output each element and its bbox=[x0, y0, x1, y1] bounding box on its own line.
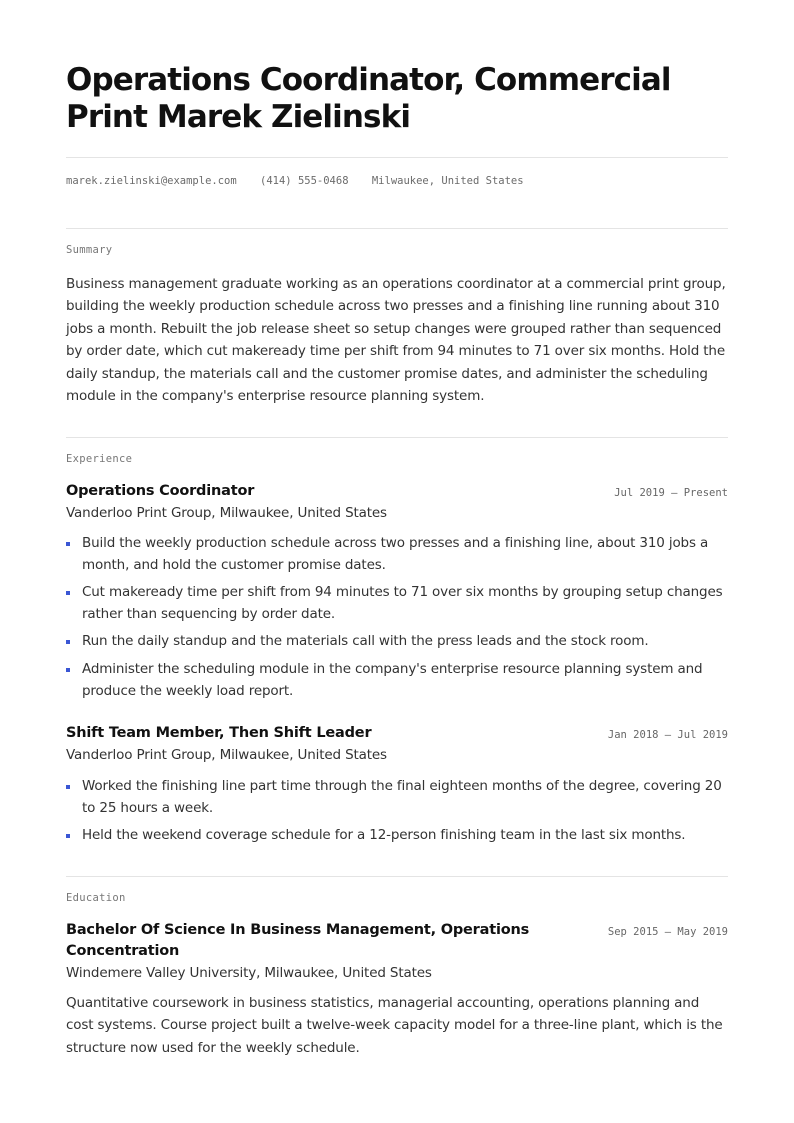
job-organization: Vanderloo Print Group, Milwaukee, United States bbox=[66, 505, 387, 521]
degree-title: Bachelor Of Science In Business Management, Operations Concentration bbox=[66, 922, 530, 959]
contact-line bbox=[66, 175, 541, 187]
job-dates: Jul 2019 — Present bbox=[614, 487, 728, 499]
summary-text: Business management graduate working as an operations coordinator at a commercial print group, building the weekly production schedule across two presses and a finishing line running about 310 jobs a month. Rebuilt the job release sheet so setup changes were grouped rather than sequenced by order date, which cut makeready time per shift from 94 minutes to 71 over six months. Hold the daily standup, the materials call and the customer promise dates, and administer the scheduling module in the company's enterprise resource planning system. bbox=[66, 276, 726, 405]
education-dates: Sep 2015 — May 2019 bbox=[607, 926, 728, 938]
job-bullet-list bbox=[66, 776, 728, 853]
list-item bbox=[66, 659, 728, 702]
list-item bbox=[66, 582, 728, 625]
divider bbox=[66, 228, 728, 229]
job-title: Shift Team Member, Then Shift Leader bbox=[66, 725, 372, 741]
section-label-education: Education bbox=[66, 892, 126, 904]
list-item bbox=[66, 533, 728, 576]
job-bullet-list bbox=[66, 533, 728, 708]
list-item bbox=[66, 776, 728, 819]
bullet-text: Held the weekend coverage schedule for a 12-person finishing team in the last six months. bbox=[82, 827, 686, 844]
phone-text: (414) 555-0468 bbox=[260, 175, 349, 187]
list-item bbox=[66, 631, 728, 653]
location-text: Milwaukee, United States bbox=[371, 175, 524, 187]
section-label-summary: Summary bbox=[66, 244, 113, 256]
job-dates: Jan 2018 — Jul 2019 bbox=[607, 729, 728, 741]
divider bbox=[66, 157, 728, 158]
education-description: Quantitative coursework in business statistics, managerial accounting, operations planning and cost systems. Course project built a twelve-week capacity model for a three-line plant, which is the structure now used for the weekly schedule. bbox=[66, 995, 723, 1056]
bullet-square-icon bbox=[66, 640, 70, 644]
page-title: Operations Coordinator, Commercial Print Marek Zielinski bbox=[66, 62, 671, 135]
bullet-square-icon bbox=[66, 668, 70, 672]
bullet-text: Build the weekly production schedule across two presses and a finishing line, about 310 jobs a month, and hold the customer promise dates. bbox=[82, 535, 709, 573]
school-name: Windemere Valley University, Milwaukee, United States bbox=[66, 965, 432, 981]
job-organization: Vanderloo Print Group, Milwaukee, United States bbox=[66, 747, 387, 763]
divider bbox=[66, 876, 728, 877]
divider bbox=[66, 437, 728, 438]
bullet-text: Administer the scheduling module in the company's enterprise resource planning system and produce the weekly load report. bbox=[82, 660, 703, 699]
job-title: Operations Coordinator bbox=[66, 483, 255, 499]
email-text: marek.zielinski@example.com bbox=[66, 175, 237, 187]
bullet-square-icon bbox=[66, 542, 70, 546]
bullet-text: Worked the finishing line part time through the final eighteen months of the degree, covering 20 to 25 hours a week. bbox=[82, 778, 722, 816]
list-item bbox=[66, 825, 728, 847]
section-label-experience: Experience bbox=[66, 453, 133, 465]
bullet-square-icon bbox=[66, 591, 70, 595]
bullet-square-icon bbox=[66, 834, 70, 838]
bullet-square-icon bbox=[66, 785, 70, 789]
bullet-text: Cut makeready time per shift from 94 minutes to 71 over six months by grouping setup changes rather than sequencing by order date. bbox=[82, 584, 723, 622]
bullet-text: Run the daily standup and the materials call with the press leads and the stock room. bbox=[82, 633, 649, 650]
